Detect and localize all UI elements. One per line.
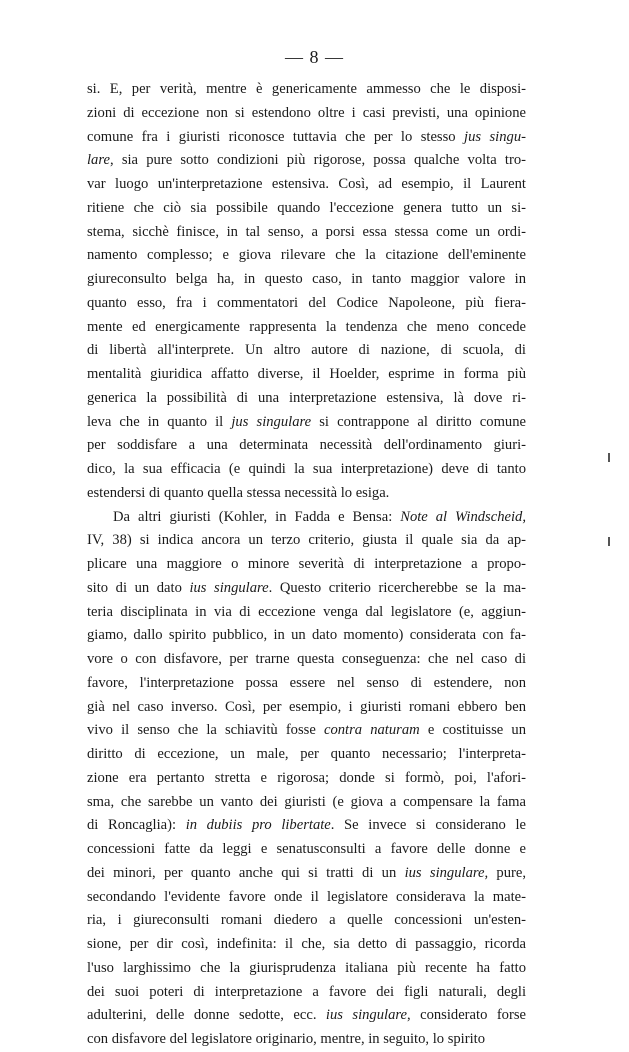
- italic-text: lare: [87, 152, 110, 169]
- text-line: [87, 577, 526, 601]
- text-run: pure,: [488, 864, 526, 881]
- text-run: sito di un dato: [87, 579, 190, 596]
- text-line: [87, 339, 526, 363]
- text-run: teria disciplinata in via di eccezione venga dal legislatore (e, aggiun-: [87, 603, 526, 620]
- text-run: dei suoi poteri di interpretazione a favore dei figli naturali, degli: [87, 983, 526, 1000]
- text-run: vivo il senso che la schiavitù fosse: [87, 722, 324, 739]
- text-line: [87, 886, 526, 910]
- text-line: [87, 173, 526, 197]
- text-run: ria, i giureconsulti romani diedero a quelle concessioni un'esten-: [87, 912, 526, 929]
- text-line: [87, 126, 526, 150]
- text-line: [87, 411, 526, 435]
- text-run: var luogo un'interpretazione estensiva. Così, ad esempio, il Laurent: [87, 176, 526, 192]
- text-run: IV, 38) si indica ancora un terzo criterio, giusta il quale sia da ap-: [87, 532, 526, 549]
- text-run: di libertà all'interprete. Un altro autore di nazione, di scuola, di: [87, 342, 526, 359]
- text-run: plicare una maggiore o minore severità di interpretazione a propo-: [87, 556, 526, 572]
- margin-mark: [608, 453, 610, 462]
- text-line: [87, 814, 526, 838]
- text-run: sma, che sarebbe un vanto dei giuristi (e giova a compensare la fama: [87, 793, 526, 810]
- text-line: [87, 78, 526, 102]
- text-line: [87, 387, 526, 411]
- text-run: favore, l'interpretazione possa essere nel senso di estendere, non: [87, 674, 526, 691]
- text-line: [87, 1028, 526, 1052]
- text-run: diritto di eccezione, un male, per quanto necessario; l'interpreta-: [87, 746, 526, 762]
- text-line: [87, 672, 526, 696]
- text-line: [87, 102, 526, 126]
- text-run: , sia pure sotto condizioni più rigorose, possa qualche volta tro-: [109, 152, 526, 169]
- text-line: [87, 909, 526, 933]
- text-run: con disfavore del legislatore originario, mentre, in seguito, lo spirito: [87, 1031, 485, 1047]
- text-line: [87, 767, 526, 791]
- text-run: . Questo criterio ricercherebbe se la ma-: [268, 579, 526, 596]
- text-run: si. E, per verità, mentre è genericamente ammesso che le disposi-: [87, 81, 526, 97]
- text-run: e costituisse un: [419, 722, 526, 739]
- text-run: giureconsulto belga ha, in questo caso, in tanto maggior valore in: [87, 271, 526, 287]
- text-line: [87, 149, 526, 173]
- text-line: [87, 316, 526, 340]
- text-line: [87, 933, 526, 957]
- text-run: adulterini, delle donne sedotte, ecc.: [87, 1007, 326, 1024]
- text-line: [87, 482, 526, 506]
- text-run: dei minori, per quanto anche qui si tratti di un: [87, 864, 405, 881]
- text-line: [87, 529, 526, 553]
- text-run: quanto esso, fra i commentatori del Codice Napoleone, più fiera-: [87, 294, 526, 311]
- text-line: [87, 957, 526, 981]
- text-run: concessioni fatte da leggi e senatusconsulti a favore delle donne e: [87, 841, 526, 857]
- italic-text: ius singulare: [189, 579, 269, 596]
- text-line: [87, 197, 526, 221]
- text-run: stema, sicchè finisce, in tal senso, a porsi essa stessa come un ordi-: [87, 223, 526, 240]
- italic-text: ius singulare: [325, 1007, 407, 1024]
- text-line: [87, 981, 526, 1005]
- text-run: . Se invece si considerano le: [330, 817, 527, 834]
- text-run: già nel caso inverso. Così, per esempio, i giuristi romani ebbero ben: [87, 698, 526, 715]
- text-line: [87, 862, 526, 886]
- text-line: [87, 268, 526, 292]
- italic-text: jus singulare: [231, 413, 312, 430]
- text-line: [87, 553, 526, 577]
- text-run: namento complesso; e giova rilevare che la citazione dell'eminente: [87, 247, 526, 264]
- text-line: [87, 696, 526, 720]
- page-number: — 8 —: [285, 47, 344, 67]
- text-line: [87, 221, 526, 245]
- text-run: mentalità giuridica affatto diverse, il Hoelder, esprime in forma più: [87, 366, 526, 382]
- margin-mark: [608, 537, 610, 546]
- text-line: [87, 506, 526, 530]
- italic-text: Note al Windscheid,: [400, 508, 526, 525]
- text-run: l'uso larghissimo che la giurisprudenza italiana più recente ha fatto: [87, 959, 526, 976]
- text-run: zioni di eccezione non si estendono oltre i casi previsti, una opinione: [87, 104, 526, 121]
- text-run: giamo, dallo spirito pubblico, in un dato momento) considerata con fa-: [87, 627, 526, 644]
- text-run: comune fra i giuristi riconosce tuttavia che per lo stesso: [87, 128, 465, 145]
- text-line: [87, 1004, 526, 1028]
- text-line: [87, 743, 526, 767]
- text-line: [87, 434, 526, 458]
- text-run: Da altri giuristi (Kohler, in Fadda e Bensa:: [113, 508, 401, 525]
- text-line: [87, 458, 526, 482]
- text-run: ritiene che ciò sia possibile quando l'eccezione genera tutto un si-: [87, 199, 526, 216]
- text-line: [87, 601, 526, 625]
- text-run: generica la possibilità di una interpretazione estensiva, là dove ri-: [87, 389, 526, 406]
- text-run: leva che in quanto il: [87, 413, 232, 430]
- text-run: si contrappone al diritto comune: [311, 413, 526, 430]
- text-run: vore o con disfavore, per trarne questa conseguenza: che nel caso di: [87, 651, 526, 667]
- text-run: estendersi di quanto quella stessa necessità lo esiga.: [87, 484, 390, 501]
- text-run: zione era pertanto stretta e rigorosa; donde si formò, poi, l'afori-: [87, 769, 526, 786]
- text-run: dico, la sua efficacia (e quindi la sua interpretazione) deve di tanto: [87, 461, 526, 477]
- text-line: [87, 624, 526, 648]
- text-line: [87, 648, 526, 672]
- text-line: [87, 719, 526, 743]
- text-run: per soddisfare a una determinata necessità dell'ordinamento giuri-: [87, 437, 526, 454]
- italic-text: contra naturam: [323, 722, 420, 739]
- text-line: [87, 292, 526, 316]
- text-line: [87, 791, 526, 815]
- italic-text: ius singulare,: [404, 864, 489, 881]
- italic-text: jus singu-: [464, 128, 526, 145]
- italic-text: in dubiis pro libertate: [185, 817, 331, 834]
- text-run: di Roncaglia):: [87, 817, 186, 834]
- text-line: [87, 363, 526, 387]
- text-line: [87, 244, 526, 268]
- body-text: [87, 78, 526, 1052]
- text-run: , considerato forse: [407, 1007, 526, 1024]
- text-run: secondando l'evidente favore onde il legislatore considerava la mate-: [87, 888, 526, 905]
- text-line: [87, 838, 526, 862]
- text-run: mente ed energicamente rappresenta la tendenza che meno concede: [87, 318, 526, 335]
- text-run: sione, per dir così, indefinita: il che, sia detto di passaggio, ricorda: [87, 936, 526, 952]
